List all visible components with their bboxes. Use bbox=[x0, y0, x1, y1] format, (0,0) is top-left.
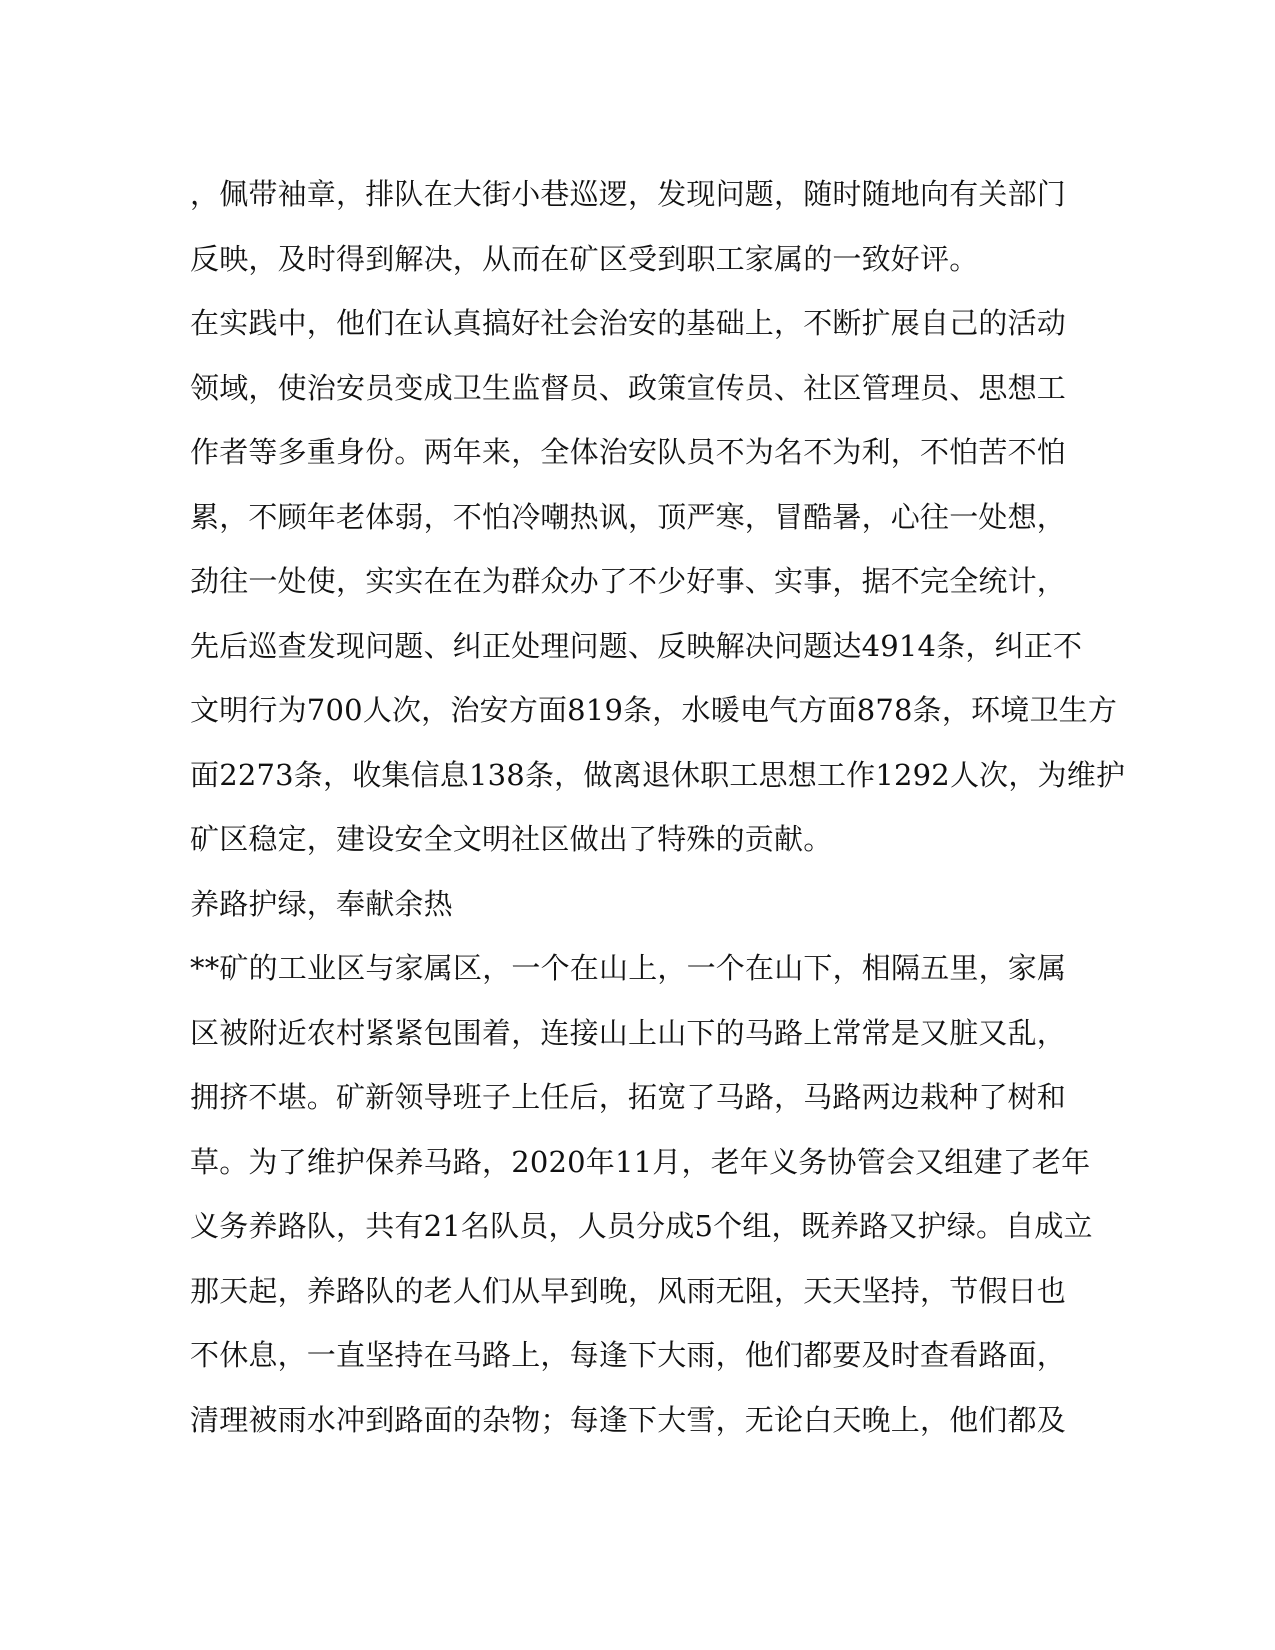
text-line: 劲往一处使，实实在在为群众办了不少好事、实事，据不完全统计， bbox=[190, 564, 1067, 598]
text-line: 区被附近农村紧紧包围着，连接山上山下的马路上常常是又脏又乱， bbox=[190, 1015, 1067, 1050]
text-line: ，佩带袖章，排队在大街小巷巡逻，发现问题，随时随地向有关部门 bbox=[190, 177, 1067, 211]
text-line: 文明行为700人次，治安方面819条，水暖电气方面878条，环境卫生方 bbox=[190, 693, 1118, 727]
text-line: 先后巡查发现问题、纠正处理问题、反映解决问题达4914条，纠正不 bbox=[190, 628, 1083, 663]
text-line: 领域，使治安员变成卫生监督员、政策宣传员、社区管理员、思想工 bbox=[190, 370, 1067, 405]
text-line: 累，不顾年老体弱，不怕冷嘲热讽，顶严寒，冒酷暑，心往一处想， bbox=[190, 499, 1067, 534]
text-line: 反映，及时得到解决，从而在矿区受到职工家属的一致好评。 bbox=[190, 241, 979, 276]
text-line: 那天起，养路队的老人们从早到晚，风雨无阻，天天坚持，节假日也 bbox=[190, 1273, 1067, 1308]
section-heading: 养路护绿，奉献余热 bbox=[190, 886, 453, 921]
text-line: 在实践中，他们在认真搞好社会治安的基础上，不断扩展自己的活动 bbox=[190, 306, 1067, 340]
text-line: 作者等多重身份。两年来，全体治安队员不为名不为利，不怕苦不怕 bbox=[190, 435, 1067, 469]
text-line: 面2273条，收集信息138条，做离退休职工思想工作1292人次，为维护 bbox=[190, 757, 1126, 792]
text-line: 拥挤不堪。矿新领导班子上任后，拓宽了马路，马路两边栽种了树和 bbox=[190, 1080, 1067, 1114]
text-line: 不休息，一直坚持在马路上，每逢下大雨，他们都要及时查看路面， bbox=[190, 1338, 1067, 1372]
text-line: **矿的工业区与家属区，一个在山上，一个在山下，相隔五里，家属 bbox=[190, 951, 1067, 985]
text-line: 草。为了维护保养马路，2020年11月，老年义务协管会又组建了老年 bbox=[190, 1144, 1091, 1179]
text-line: 义务养路队，共有21名队员，人员分成5个组，既养路又护绿。自成立 bbox=[190, 1209, 1093, 1243]
document-body bbox=[190, 162, 1126, 1452]
text-line: 矿区稳定，建设安全文明社区做出了特殊的贡献。 bbox=[190, 822, 833, 856]
text-line: 清理被雨水冲到路面的杂物；每逢下大雪，无论白天晚上，他们都及 bbox=[190, 1402, 1067, 1437]
